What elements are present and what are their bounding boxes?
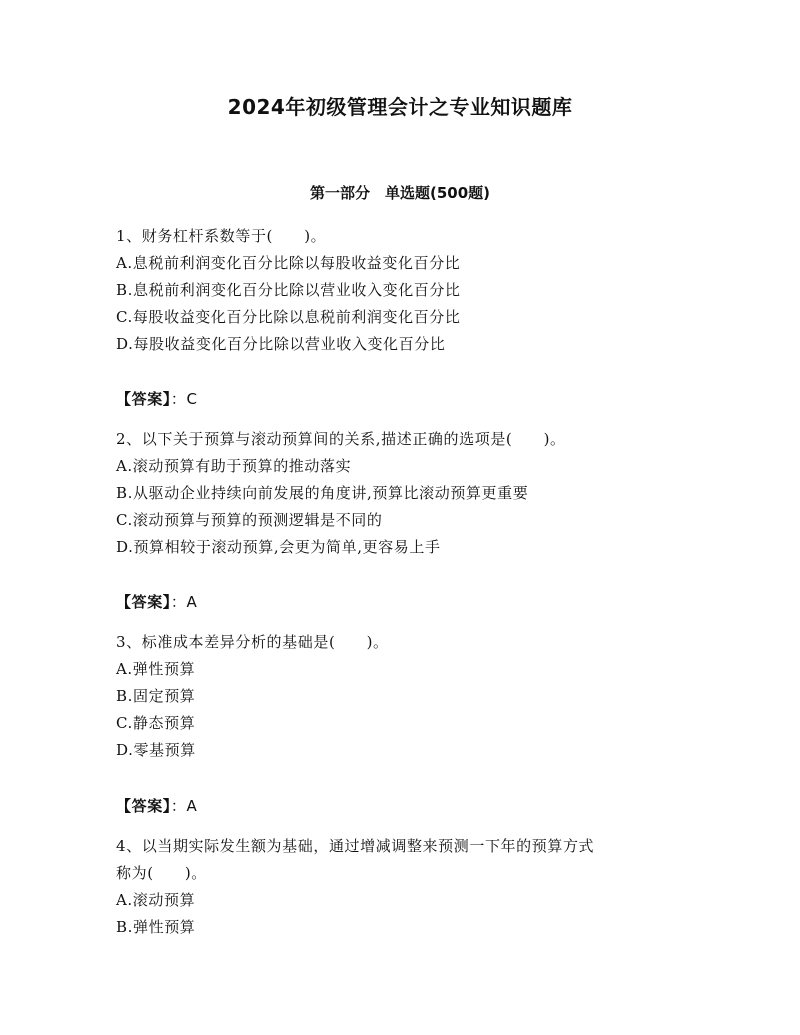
answer-label: 【答案】 [116,593,171,611]
question-4-option-b: B.弹性预算 [116,918,196,936]
question-3-answer [116,794,696,818]
question-4-stem-line-1: 4、以当期实际发生额为基础，通过增减调整来预测一下年的预算方式 [116,837,595,855]
question-1-option-a: A.息税前利润变化百分比除以每股收益变化百分比 [116,254,461,272]
question-2-answer [116,590,696,614]
question-4-stem-line-2: 称为( )。 [116,864,207,882]
section-title: 第一部分 单选题(500题) [309,184,491,202]
question-2-option-b: B.从驱动企业持续向前发展的角度讲,预算比滚动预算更重要 [116,484,529,502]
question-3-option-b: B.固定预算 [116,687,196,705]
question-3-option-c: C.静态预算 [116,714,196,732]
question-2-option-a: A.滚动预算有助于预算的推动落实 [116,457,352,475]
answer-value: ：A [170,797,198,815]
question-3-option-a: A.弹性预算 [116,660,196,678]
answer-label: 【答案】 [116,797,171,815]
question-3-stem: 3、标准成本差异分析的基础是( )。 [116,633,389,651]
question-1-option-b: B.息税前利润变化百分比除以营业收入变化百分比 [116,281,461,299]
question-3-option-d: D.零基预算 [116,741,196,759]
answer-label: 【答案】 [116,390,171,408]
question-1-option-d: D.每股收益变化百分比除以营业收入变化百分比 [116,335,446,353]
document-title: 2024年初级管理会计之专业知识题库 [227,95,573,119]
question-1-stem: 1、财务杠杆系数等于( )。 [116,227,327,245]
question-2-option-d: D.预算相较于滚动预算,会更为简单,更容易上手 [116,538,441,556]
answer-value: ：C [170,390,198,408]
question-2-stem: 2、以下关于预算与滚动预算间的关系,描述正确的选项是( )。 [116,430,566,448]
question-2-option-c: C.滚动预算与预算的预测逻辑是不同的 [116,511,383,529]
question-1-answer [116,387,696,411]
question-4-option-a: A.滚动预算 [116,891,196,909]
question-1-option-c: C.每股收益变化百分比除以息税前利润变化百分比 [116,308,461,326]
answer-value: ：A [170,593,198,611]
